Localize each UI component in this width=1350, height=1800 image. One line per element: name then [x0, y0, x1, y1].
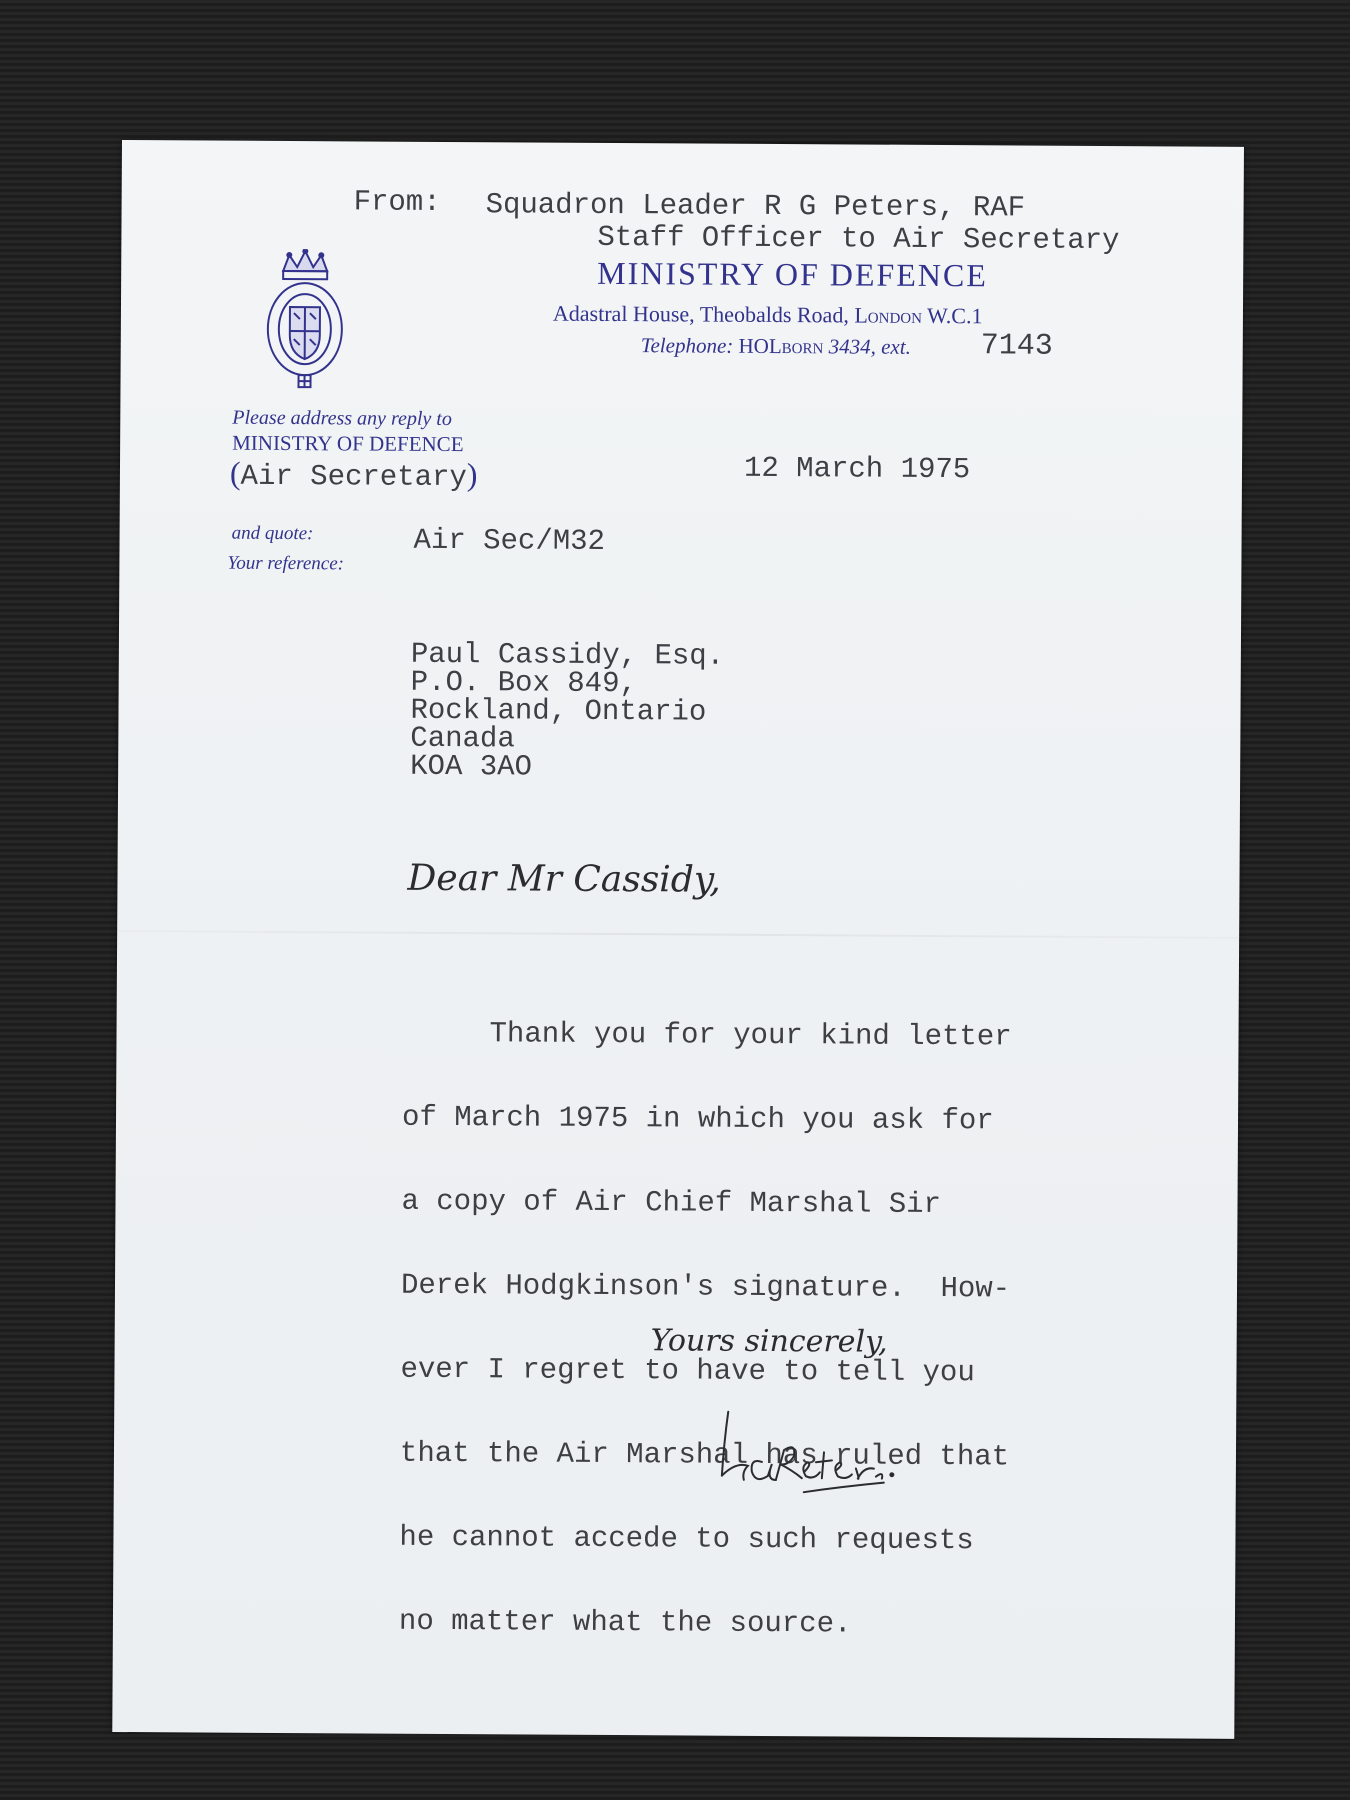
telephone-extension: 7143: [980, 329, 1053, 364]
address-city: London W.C.1: [854, 302, 983, 329]
telephone-number: 3434, ext.: [828, 334, 911, 359]
signature: [714, 1392, 915, 1503]
body-line: Thank you for your kind letter: [402, 1016, 1012, 1054]
recipient-line: Rockland, Ontario: [410, 693, 707, 729]
telephone-line: [641, 333, 911, 360]
address-street: Adastral House, Theobalds Road,: [552, 300, 855, 328]
quote-label: and quote:: [231, 522, 314, 545]
reply-department: [230, 455, 478, 494]
organization-heading: MINISTRY OF DEFENCE: [597, 254, 988, 294]
recipient-line: Paul Cassidy, Esq.: [410, 637, 725, 673]
telephone-label: Telephone:: [640, 333, 734, 358]
open-bracket: (: [229, 454, 241, 491]
handwritten-closing: Yours sincerely,: [650, 1323, 888, 1360]
royal-crest-logo: [264, 249, 345, 389]
body-line: he cannot accede to such requests: [399, 1520, 974, 1558]
body-line: that the Air Marshal has ruled that: [399, 1436, 1010, 1474]
body-line: a copy of Air Chief Marshal Sir: [401, 1184, 942, 1222]
body-line: of March 1975 in which you ask for: [401, 1100, 994, 1138]
your-reference-label: Your reference:: [227, 552, 345, 575]
sender-name: Squadron Leader R G Peters, RAF: [485, 188, 1026, 225]
recipient-line: P.O. Box 849,: [410, 665, 638, 701]
sender-title: Staff Officer to Air Secretary: [597, 220, 1120, 258]
letter-sheet: [112, 140, 1244, 1739]
close-bracket: ): [466, 456, 478, 493]
reference-number: Air Sec/M32: [413, 523, 606, 558]
telephone-exchange: HOLborn: [738, 333, 824, 359]
body-line: no matter what the source.: [398, 1604, 852, 1641]
letter-date: 12 March 1975: [743, 451, 971, 487]
paper-fold-line: [117, 930, 1239, 939]
recipient-line: KOA 3AO: [410, 749, 533, 784]
reply-instruction: Please address any reply to: [232, 406, 452, 431]
recipient-line: Canada: [410, 721, 515, 756]
organization-address: [553, 301, 983, 330]
reply-organization: MINISTRY OF DEFENCE: [232, 430, 464, 457]
body-line: ever I regret to have to tell you: [400, 1352, 975, 1390]
body-line: Derek Hodgkinson's signature. How-: [400, 1268, 1011, 1306]
from-label: From:: [353, 185, 441, 219]
handwritten-salutation: Dear Mr Cassidy,: [407, 857, 721, 901]
reply-department-text: Air Secretary: [240, 459, 467, 495]
